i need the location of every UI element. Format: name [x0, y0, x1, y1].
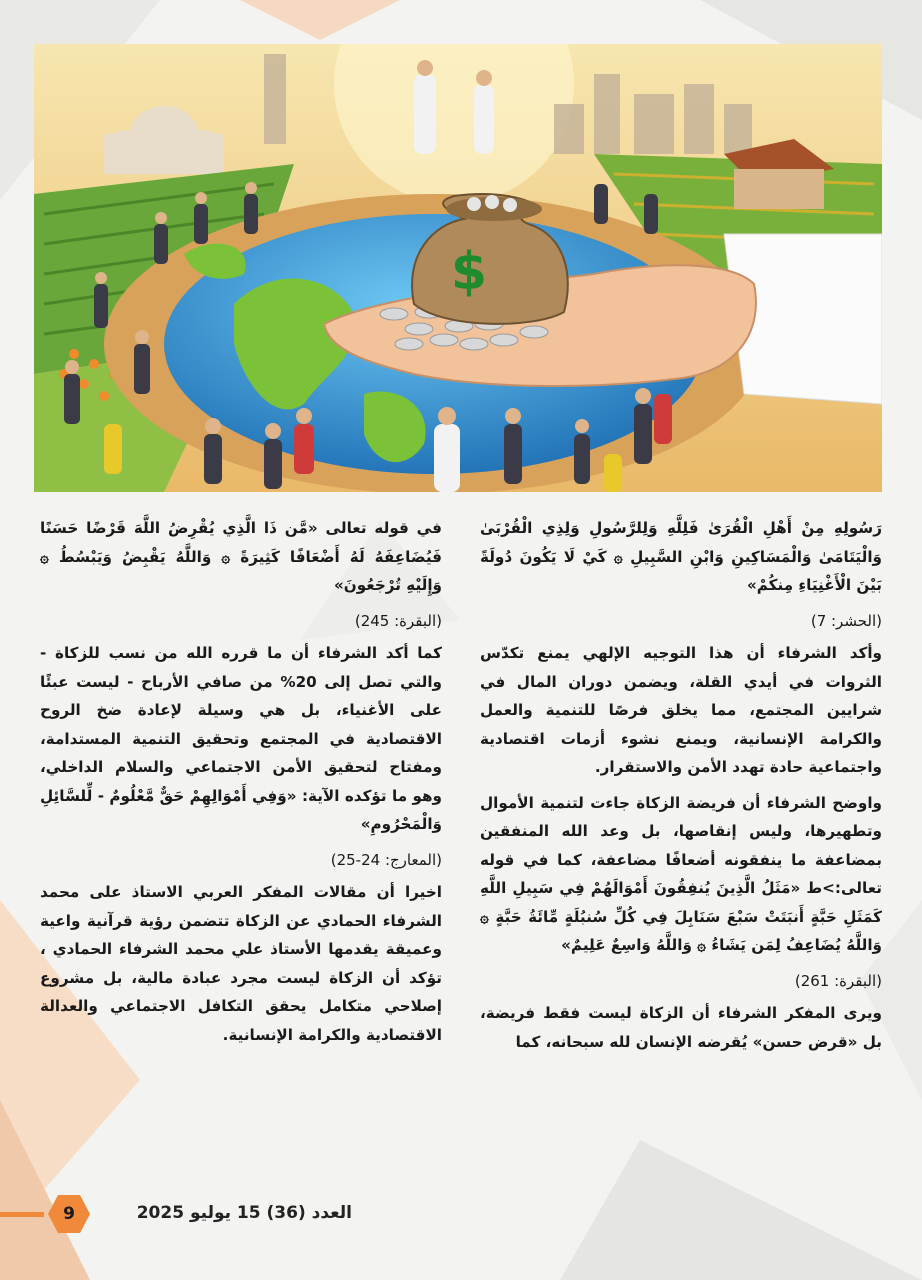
article-column-right — [480, 514, 882, 1063]
article-column-left — [40, 514, 442, 1056]
paragraph: كما أكد الشرفاء أن ما قرره الله من نسب للزكاة - والتي تصل إلى 20% من صافي الأرباح - ليست عبئًا على الأغنياء، بل هي وسيلة لإعادة ضخ الروح الاقتصادية في المجتمع وتحقيق التنمية المستدامة، ومفتاح لتحقيق الأمن الاجتماعي والسلام الداخلي، وهو ما تؤكده الآية: «وَفِي أَمْوَالِهِمْ حَقٌّ مَّعْلُومٌ - لِّلسَّائِلِ وَالْمَحْرُومِ» — [40, 644, 442, 833]
verse-reference: (البقرة: 245) — [354, 611, 442, 630]
quran-verse: رَسُولِهِ مِنْ أَهْلِ الْقُرَىٰ فَلِلَّهِ وَلِلرَّسُولِ وَلِذِي الْقُرْبَىٰ وَالْيَتَامَىٰ وَالْمَسَاكِينِ وَابْنِ السَّبِيلِ ۞ كَيْ لَا يَكُونَ دُولَةً بَيْنَ الْأَغْنِيَاءِ مِنكُمْ» — [480, 519, 882, 594]
dollar-sign-icon: $ — [450, 242, 488, 302]
paragraph: وأكد الشرفاء أن هذا التوجيه الإلهي يمنع تكدّس الثروات في أيدي القلة، ويضمن دوران المال في شرايين المجتمع، مما يخلق فرصًا للتنمية والعمل والكرامة الإنسانية، ويمنع نشوء أزمات اقتصادية واجتماعية حادة تهدد الأمن والاستقرار. — [480, 644, 882, 776]
page-number: 9 — [63, 1204, 75, 1224]
verse-reference: (البقرة: 261) — [794, 971, 882, 990]
paragraph: واوضح الشرفاء أن فريضة الزكاة جاءت لتنمية الأموال وتطهيرها، وليس إنقاصها، بل وعد الله المنفقين بمضاعفة ما ينفقونه أضعافًا مضاعفة، كما في قوله تعالى:>ط «مَثَلُ الَّذِينَ يُنفِقُونَ أَمْوَالَهُمْ فِي سَبِيلِ اللَّهِ كَمَثَلِ حَبَّةٍ أَنبَتَتْ سَبْعَ سَنَابِلَ فِي كُلِّ سُنبُلَةٍ مِّائَةُ حَبَّةٍ ۞ وَاللَّهُ يُضَاعِفُ لِمَن يَشَاءُ ۞ وَاللَّهُ وَاسِعٌ عَلِيمٌ» — [480, 793, 882, 954]
verse-reference: (المعارج: 24-25) — [330, 850, 442, 869]
paragraph: ويرى المفكر الشرفاء أن الزكاة ليست فقط فريضة، بل «قرض حسن» يُقرضه الإنسان لله سبحانه، كما — [480, 1004, 882, 1051]
footer-accent-bar — [0, 1212, 44, 1217]
issue-info: العدد (36) 15 يوليو 2025 — [136, 1203, 352, 1223]
verse-reference: (الحشر: 7) — [810, 611, 882, 630]
hero-illustration — [34, 44, 882, 492]
quran-verse: في قوله تعالى «مَّن ذَا الَّذِي يُقْرِضُ اللَّهَ قَرْضًا حَسَنًا فَيُضَاعِفَهُ لَهُ أَضْعَافًا كَثِيرَةً ۞ وَاللَّهُ يَقْبِضُ وَيَبْسُطُ ۞ وَإِلَيْهِ تُرْجَعُونَ» — [40, 519, 442, 594]
paragraph: اخيرا أن مقالات المفكر العربي الاستاذ على محمد الشرفاء الحمادي عن الزكاة تتضمن رؤية قرآنية واعية وعميقة يقدمها الأستاذ علي محمد الشرفاء الحمادي ، تؤكد أن الزكاة ليست مجرد عبادة مالية، بل مشروع إصلاحي متكامل يحقق التكافل الاجتماعي والعدالة الاقتصادية والكرامة الإنسانية. — [40, 883, 442, 1044]
